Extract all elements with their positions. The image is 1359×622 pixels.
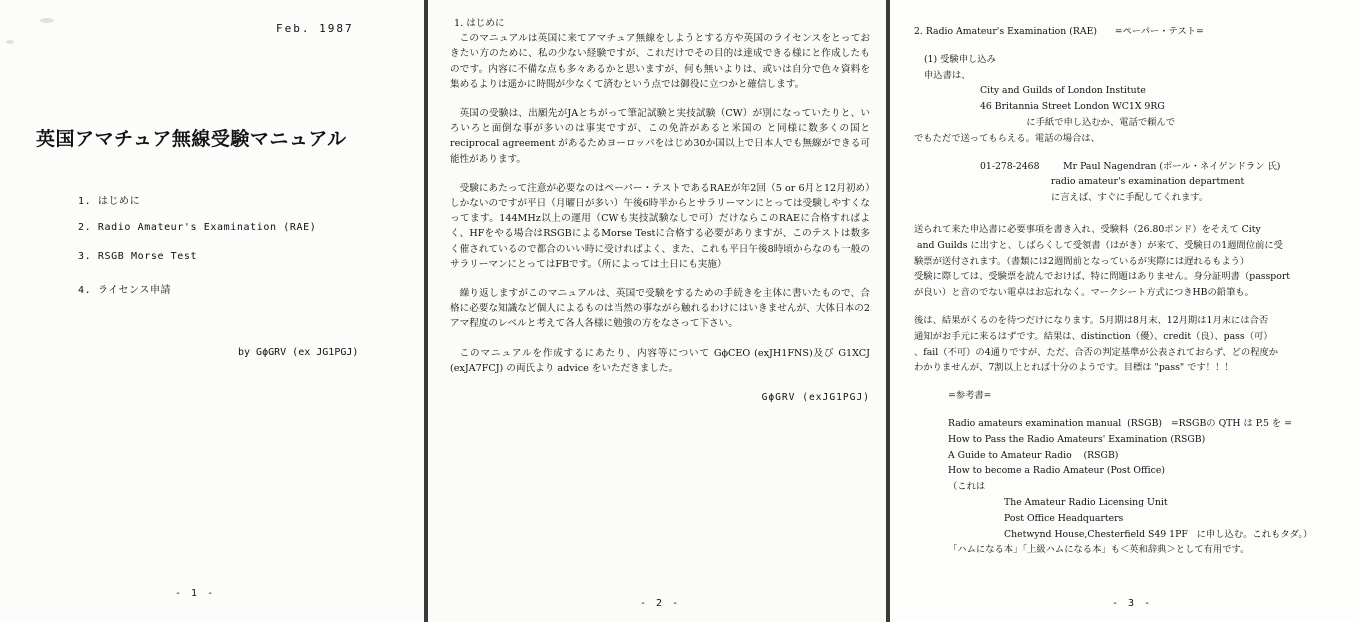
paragraph: このマニュアルは英国に来てアマチュア無線をしようとする方や英国のライセンスをとっておきたい方のために、私の少ない経験ですが、これだけでその目的は達成できる様にと作成したものです。内容に不備な点も多々あるかと思いますが、何も無いよりは、或いは自分で色々資料を集めるよりは遥かに時間が少なくて済むという点では御役に立つかと確信します。 [450, 33, 870, 90]
text-line: 申込書は、 [924, 69, 971, 81]
text-line: わかりませんが、7割以上とれば十分のようです。目標は "pass" です！！！ [914, 362, 1234, 374]
toc-item: 4. ライセンス申請 [78, 284, 172, 296]
blank-line [914, 40, 1344, 52]
text-line: 01-278-2468 Mr Paul Nagendran (ポール・ネイゲンドラン 氏) [980, 160, 1281, 172]
text-line: 後は、結果がくるのを待つだけになります。5月期は8月末、12月期は1月末には合否 [914, 314, 1269, 326]
text-line: radio amateur's examination department [980, 176, 1245, 188]
page-number: - 3 - [1112, 598, 1153, 609]
document-page-3 [890, 0, 1359, 622]
text-line: 通知がお手元に来るはずです。結果は、distinction（優）、credit（良）、pass（可） [914, 330, 1273, 342]
document-page-1 [0, 0, 424, 622]
paragraph: このマニュアルを作成するにあたり、内容等について GϕCEO (exJH1FNS)及び G1XCJ (exJA7FCJ) の両氏より advice をいただきました。 [450, 347, 870, 374]
blank-line [914, 206, 1344, 222]
toc-item: 3. RSGB Morse Test [78, 251, 198, 262]
text-line: and Guilds に出すと、しばらくして受領書（はがき）が来て、受験日の1週間位前に受 [914, 239, 1283, 251]
text-line: (1) 受験申し込み [924, 53, 996, 65]
page-number: - 1 - [175, 588, 216, 599]
document-title: 英国アマチュア無線受験マニュアル [36, 128, 347, 150]
blank-line [914, 404, 1344, 416]
text-line: City and Guilds of London Institute [980, 85, 1146, 97]
paragraph: 受験にあたって注意が必要なのはペーパー・テストであるRAEが年2回（5 or 6月と12月初め）しかないのですが平日（月曜日が多い）午後6時半からとサラリーマンにとっては受験しやすくなってます。144MHz以上の運用（CWも実技試験なしで可）だけならこのRAEに合格すればよく、HFをやる場合はRSGBによるMorse Testに合格する必要がありますが、このテストは数多く催されているので都合のいい時に受ければよく、また、これも平日午後8時頃からなのも一般のサラリーマンにとってはFBです。（所によっては土日にも実施） [450, 182, 870, 270]
text-line: Radio amateurs examination manual (RSGB) =RSGBの QTH は P.5 を = [948, 417, 1292, 429]
text-line: 「ハムになる本」「上級ハムになる本」も＜英和辞典＞として有用です。 [948, 544, 1250, 556]
text-line: =参考書= [948, 390, 992, 402]
text-line: 受験に際しては、受験票を読んでおけば、特に問題はありません。身分証明書（passport [914, 271, 1291, 283]
paragraph: 繰り返しますがこのマニュアルは、英国で受験をするための手続きを主体に書いたもので、合格に必要な知識など個人によるものは当然の事ながら触れるわけにはいきませんが、大体日本の2アマ程度のレベルと考えて各人各様に勉強の方をなさって下さい。 [450, 288, 870, 330]
section-heading: 1. はじめに [454, 18, 505, 29]
text-line: 送られて来た申込書に必要事項を書き入れ、受験料（26.80ポンド）をそえて City [914, 223, 1261, 235]
text-line: が良い）と音のでない電卓はお忘れなく。マークシート方式につきHBの鉛筆も。 [914, 287, 1254, 299]
blank-line [914, 301, 1344, 313]
blank-line [914, 376, 1344, 388]
text-line: A Guide to Amateur Radio (RSGB) [948, 449, 1119, 461]
text-line: 験票が送付されます。（書類には2週間前となっているが実際には遅れるもよう） [914, 255, 1250, 267]
signature: GϕGRV (exJG1PGJ) [761, 392, 870, 404]
text-line: Chetwynd House,Chesterfield S49 1PF に申し込む。これもタダ。） [1004, 528, 1313, 540]
page-number: - 2 - [640, 598, 681, 609]
text-line: 2. Radio Amateur's Examination (RAE) =ペーパー・テスト= [914, 26, 1204, 37]
document-date: Feb. 1987 [276, 22, 354, 35]
text-line: でもただで送ってもらえる。電話の場合は、 [914, 132, 1100, 144]
text-line: How to become a Radio Amateur (Post Office) [948, 465, 1165, 477]
toc-item: 2. Radio Amateur's Examination (RAE) [78, 221, 317, 233]
text-line: 46 Britannia Street London WC1X 9RG [980, 101, 1165, 113]
paper-smudge [40, 18, 54, 23]
page-body [450, 16, 870, 405]
table-of-contents [78, 192, 316, 310]
paragraph: 英国の受験は、出願先がJAとちがって筆記試験と実技試験（CW）が別になっていたりと、いろいろと面倒な事が多いのは事実ですが、この免許があると米国の と同様に数多くの国とreciprocal agreement があるためヨーロッパをはじめ30か国以上で日本人でも無線ができる可能性があります。 [450, 108, 870, 165]
author-byline: by GϕGRV (ex JG1PGJ) [238, 347, 359, 358]
page-body [914, 24, 1344, 558]
document-page-2 [428, 0, 886, 622]
text-line: に手紙で申し込むか、電話で頼んで [914, 116, 1176, 128]
blank-line [914, 147, 1344, 159]
text-line: （これは [948, 481, 986, 493]
text-line: に言えば、すぐに手配してくれます。 [980, 192, 1209, 204]
text-line: Post Office Headquarters [1004, 512, 1124, 524]
text-line: How to Pass the Radio Amateurs' Examination (RSGB) [948, 433, 1206, 445]
text-line: 、fail（不可）の4通りですが、ただ、合否の判定基準が公表されておらず、どの程度か [914, 346, 1279, 358]
text-line: The Amateur Radio Licensing Unit [1004, 496, 1168, 508]
paper-smudge [6, 40, 14, 44]
toc-item: 1. はじめに [78, 196, 141, 207]
